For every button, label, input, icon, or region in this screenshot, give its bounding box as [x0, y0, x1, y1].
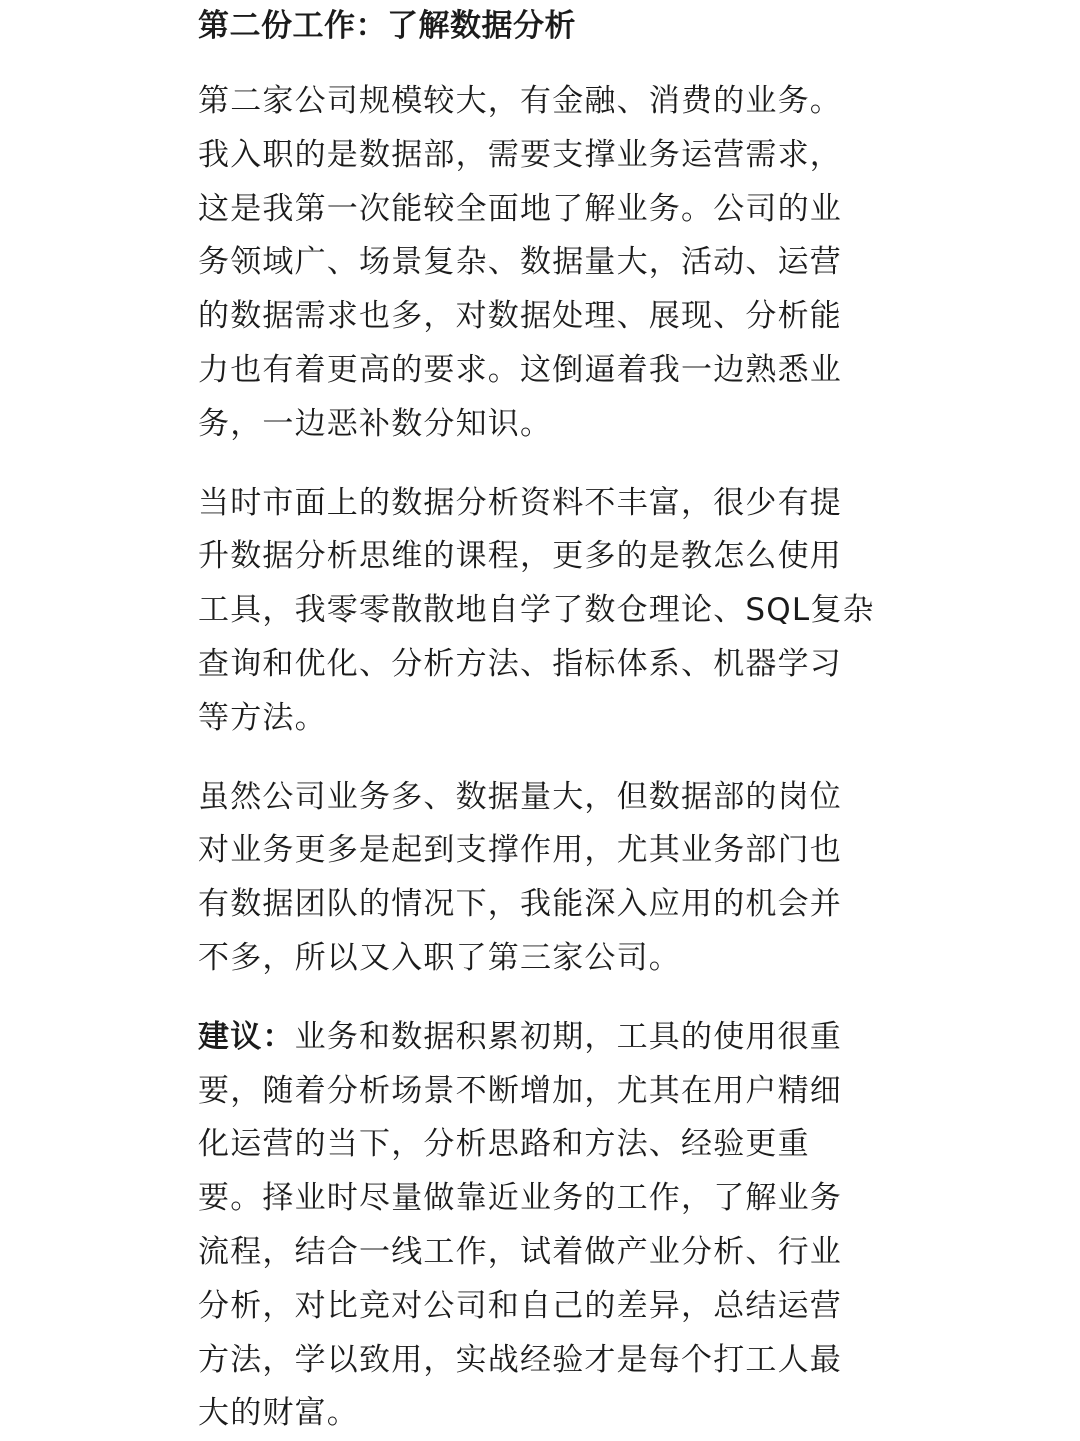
paragraph-line: 要。择业时尽量做靠近业务的工作，了解业务 [198, 1180, 842, 1217]
paragraph-line: 流程，结合一线工作，试着做产业分析、行业 [198, 1233, 842, 1270]
paragraph-line: 务，一边恶补数分知识。 [198, 405, 553, 442]
paragraph-line: 这是我第一次能较全面地了解业务。公司的业 [198, 190, 842, 227]
paragraph-line: 当时市面上的数据分析资料不丰富，很少有提 [198, 484, 842, 521]
paragraph-line: 我入职的是数据部，需要支撑业务运营需求， [198, 136, 842, 173]
paragraph-line: 方法，学以致用，实战经验才是每个打工人最 [198, 1341, 842, 1378]
paragraph-line: 查询和优化、分析方法、指标体系、机器学习 [198, 645, 842, 682]
paragraph-self-study [198, 477, 898, 746]
paragraph-line: 等方法。 [198, 699, 327, 736]
paragraph-line: 力也有着更高的要求。这倒逼着我一边熟悉业 [198, 351, 842, 388]
paragraph-line: 工具，我零零散散地自学了数仓理论、SQL复杂 [198, 592, 875, 629]
paragraph-line: 的数据需求也多，对数据处理、展现、分析能 [198, 298, 842, 335]
advice-label: 建议： [198, 1018, 295, 1055]
paragraph-line: 分析，对比竞对公司和自己的差异，总结运营 [198, 1287, 842, 1324]
paragraph-line: 务领域广、场景复杂、数据量大，活动、运营 [198, 244, 842, 281]
section-heading: 第二份工作：了解数据分析 [198, 8, 576, 44]
paragraph-line: 不多，所以又入职了第三家公司。 [198, 939, 681, 976]
paragraph-line: 化运营的当下，分析思路和方法、经验更重 [198, 1126, 810, 1163]
paragraph-line [198, 1011, 898, 1065]
paragraph-line: 第二家公司规模较大，有金融、消费的业务。 [198, 83, 842, 119]
paragraph-job-change [198, 771, 898, 986]
paragraph-second-job [198, 75, 898, 452]
paragraph-line: 升数据分析思维的课程，更多的是教怎么使用 [198, 538, 842, 575]
paragraph-line: 要，随着分析场景不断增加，尤其在用户精细 [198, 1072, 842, 1109]
paragraph-line: 有数据团队的情况下，我能深入应用的机会并 [198, 886, 842, 923]
paragraph-line: 虽然公司业务多、数据量大，但数据部的岗位 [198, 778, 842, 815]
paragraph-line: 对业务更多是起到支撑作用，尤其业务部门也 [198, 832, 842, 869]
paragraph-advice [198, 1011, 898, 1441]
advice-line-text: 业务和数据积累初期，工具的使用很重 [294, 1018, 843, 1055]
article [198, 0, 898, 1441]
paragraph-line: 大的财富。 [198, 1395, 359, 1432]
